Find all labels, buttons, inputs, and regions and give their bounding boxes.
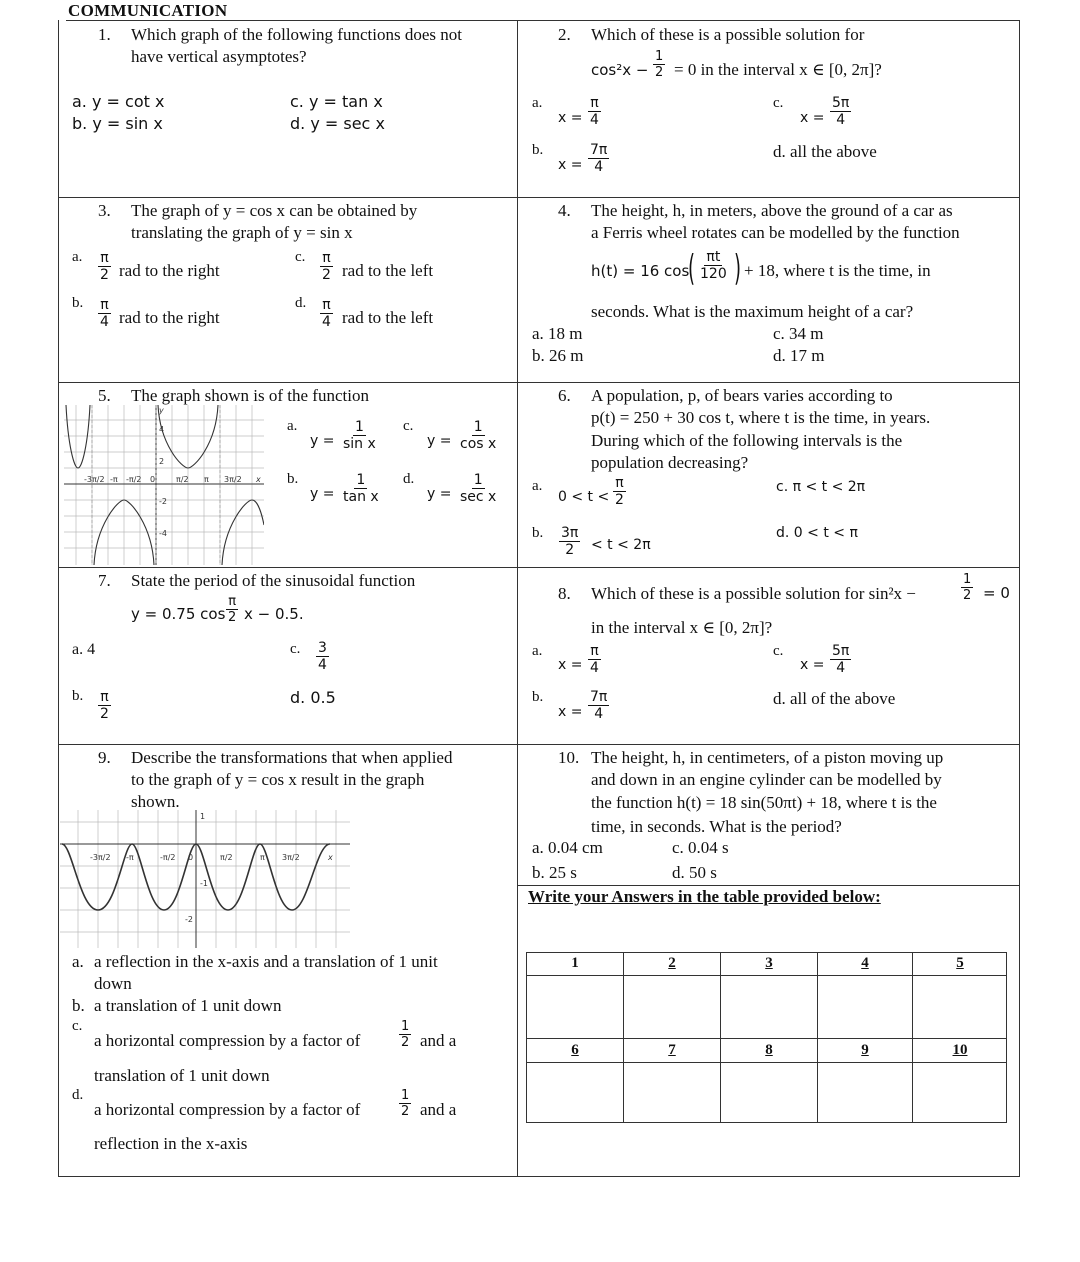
q6-line2: p(t) = 250 + 30 cos t, where t is the time, in years.	[591, 408, 931, 427]
q3-label-b: b.	[72, 295, 84, 311]
q6-line1: A population, p, of bears varies according to	[591, 386, 893, 405]
q9-c-fraction: $\frac{1}{2}$	[401, 1019, 410, 1050]
q4-eq-fraction: $\frac{\pi t}{120}$	[700, 249, 727, 282]
q9-a-text1: a reflection in the x-axis and a translation of 1 unit	[94, 952, 438, 971]
q9-label-ym2: -2	[185, 915, 193, 924]
q7-option-a: a. 4	[72, 641, 96, 658]
answer-cell-10[interactable]	[913, 1063, 1007, 1123]
q6-option-c: c. π < t < 2π	[776, 479, 866, 495]
answer-instruction: Write your Answers in the table provided below:	[528, 887, 881, 906]
q5-label-xm3pi2: -3π/2	[84, 475, 105, 484]
q4-eq-lhs: h(t) = 16 cos	[591, 262, 690, 280]
answer-header-2: 2	[668, 955, 676, 971]
answer-header-8: 8	[765, 1042, 773, 1058]
q5-a-fraction: $\frac{1}{\text{sin x}}$	[343, 419, 376, 452]
q5-label-y: y	[159, 406, 164, 415]
q5-curves	[66, 405, 264, 565]
q4-line4: seconds. What is the maximum height of a car?	[591, 302, 914, 321]
q1-option-c: c. y = tan x	[290, 92, 383, 111]
q5-label-ym4: -4	[159, 529, 167, 538]
q10-number: 10.	[558, 748, 580, 767]
q9-line1: Describe the transformations that when applied	[131, 748, 453, 767]
q3-c-text: rad to the left	[342, 261, 434, 280]
q5-graph	[64, 405, 264, 565]
q5-b-y: y =	[310, 486, 335, 502]
q8-option-d: d. all of the above	[773, 689, 896, 708]
q5-curve-4	[222, 500, 264, 565]
answer-header-10: 10	[952, 1042, 968, 1058]
q2-c-x: x =	[800, 110, 825, 126]
q9-line2: to the graph of y = cos x result in the graph	[131, 770, 425, 789]
q8-eq-rhs: = 0	[983, 584, 1010, 602]
q5-label-y2: 2	[159, 457, 165, 466]
q4-line2: a Ferris wheel rotates can be modelled by the function	[591, 223, 960, 242]
q2-label-c: c.	[773, 95, 784, 111]
grid-row2	[58, 382, 1020, 383]
q9-label-x0: 0	[188, 853, 194, 862]
q8-number: 8.	[558, 584, 571, 603]
title-underline	[66, 20, 244, 21]
q5-label-y4: 4	[159, 425, 165, 434]
q9-label-x: x	[328, 853, 333, 862]
q9-d-text2: reflection in the x-axis	[94, 1134, 248, 1153]
q4-number: 4.	[558, 201, 571, 220]
q8-a-fraction: $\frac{\pi}{4}$	[590, 643, 599, 676]
answer-cell-6[interactable]	[527, 1063, 623, 1123]
answer-cell-9[interactable]	[818, 1063, 912, 1123]
q5-label-a: a.	[287, 418, 298, 434]
q7-label-b: b.	[72, 688, 84, 704]
q5-b-fraction: $\frac{1}{\text{tan x}}$	[343, 472, 379, 505]
q2-b-fraction: $\frac{7\pi}{4}$	[590, 142, 608, 175]
q7-label-c: c.	[290, 641, 301, 657]
answer-header-7: 7	[668, 1042, 676, 1058]
q7-number: 7.	[98, 571, 111, 590]
q3-label-c: c.	[295, 249, 306, 265]
q7-eq-lhs: y = 0.75 cos	[131, 605, 226, 623]
grid-row1	[58, 197, 1020, 198]
q8-c-x: x =	[800, 657, 825, 673]
q6-number: 6.	[558, 386, 571, 405]
q5-line1: The graph shown is of the function	[131, 386, 369, 405]
q4-line1: The height, h, in meters, above the ground of a car as	[591, 201, 953, 220]
q3-d-fraction: $\frac{\pi}{4}$	[322, 297, 331, 330]
q9-label-d: d.	[72, 1087, 84, 1103]
q7-option-d: d. 0.5	[290, 688, 336, 707]
q5-label-xmpi2: -π/2	[126, 475, 142, 484]
q8-label-c: c.	[773, 643, 784, 659]
q9-label-xpi: π	[260, 853, 265, 862]
q9-label-xmpi2: -π/2	[160, 853, 176, 862]
answer-header-3: 3	[765, 955, 773, 971]
q3-number: 3.	[98, 201, 111, 220]
q5-d-fraction: 1 sec x	[460, 472, 497, 505]
grid-row3	[58, 567, 1020, 568]
grid-bottom	[58, 1176, 1020, 1177]
q5-label-x0: 0	[150, 475, 156, 484]
q2-number: 2.	[558, 25, 571, 44]
q9-label-ym1: -1	[200, 879, 208, 888]
q8-b-x: x =	[558, 704, 583, 720]
q5-d-y: y =	[427, 486, 452, 502]
q3-a-text: rad to the right	[119, 261, 220, 280]
q9-d-text1: a horizontal compression by a factor of	[94, 1100, 361, 1119]
q3-line1: The graph of y = cos x can be obtained by	[131, 201, 418, 220]
q2-label-a: a.	[532, 95, 543, 111]
q1-option-d: d. y = sec x	[290, 114, 385, 133]
answer-cell-1[interactable]	[527, 976, 623, 1038]
q5-c-y: y =	[427, 433, 452, 449]
q5-c-fraction: $\frac{1}{\text{cos x}}$	[460, 419, 497, 452]
answer-cell-2[interactable]	[624, 976, 720, 1038]
q2-a-x: x =	[558, 110, 583, 126]
q5-label-x: x	[256, 475, 261, 484]
answer-cell-5[interactable]	[913, 976, 1007, 1038]
q5-label-xpi: π	[204, 475, 209, 484]
q2-eq-lhs: cos²x −	[591, 61, 649, 79]
q6-a-fraction: $\frac{\pi}{2}$	[615, 475, 624, 508]
q10-option-a: a. 0.04 cm	[532, 838, 603, 857]
q3-b-fraction: $\frac{\pi}{4}$	[100, 297, 109, 330]
answer-cell-8[interactable]	[721, 1063, 817, 1123]
q1-option-b: b. y = sin x	[72, 114, 163, 133]
grid-left	[58, 20, 59, 1177]
q4-option-a: a. 18 m	[532, 324, 583, 343]
q4-option-d: d. 17 m	[773, 346, 825, 365]
q4-option-c: c. 34 m	[773, 324, 824, 343]
q3-d-text: rad to the left	[342, 308, 434, 327]
q9-label-a: a.	[72, 952, 84, 971]
q9-line3: shown.	[131, 792, 180, 811]
q10-line1: The height, h, in centimeters, of a piston moving up	[591, 748, 944, 767]
q10-option-b: b. 25 s	[532, 863, 577, 882]
q9-label-c: c.	[72, 1018, 83, 1034]
q8-b-fraction: $\frac{7\pi}{4}$	[590, 689, 608, 722]
q6-b-rhs: < t < 2π	[591, 537, 651, 553]
q8-line1: Which of these is a possible solution for sin²x −	[591, 584, 916, 603]
q5-label-xmpi: -π	[110, 475, 118, 484]
q6-b-fraction: $\frac{3\pi}{2}$	[561, 525, 579, 558]
section-title: COMMUNICATION	[68, 1, 228, 20]
q5-label-xpi2: π/2	[176, 475, 189, 484]
q9-c-text2: translation of 1 unit down	[94, 1066, 270, 1085]
q9-c-text1b: and a	[420, 1031, 457, 1050]
q2-b-x: x =	[558, 157, 583, 173]
answer-header-6: 6	[571, 1042, 579, 1058]
q9-b-text: a translation of 1 unit down	[94, 996, 282, 1015]
grid-row4	[58, 744, 1020, 745]
q4-eq-rhs: + 18, where t is the time, in	[744, 261, 931, 280]
grid-right	[1019, 20, 1020, 1177]
answer-cell-4[interactable]	[818, 976, 912, 1038]
q9-graph	[60, 810, 350, 948]
q9-label-b: b.	[72, 996, 85, 1015]
q8-c-fraction: $\frac{5\pi}{4}$	[832, 643, 850, 676]
q6-line3: During which of the following intervals is the	[591, 431, 903, 450]
q1-option-a: a. y = cot x	[72, 92, 165, 111]
q5-label-c: c.	[403, 418, 414, 434]
q3-label-d: d.	[295, 295, 307, 311]
q7-c-fraction: $\frac{3}{4}$	[318, 640, 327, 673]
grid-row5	[518, 885, 1020, 886]
q9-label-xm3pi2: -3π/2	[90, 853, 111, 862]
q3-a-fraction: $\frac{\pi}{2}$	[100, 250, 109, 283]
grid-top	[244, 20, 1020, 21]
q8-label-b: b.	[532, 689, 544, 705]
q5-curve-1	[66, 405, 90, 468]
q9-label-xpi2: π/2	[220, 853, 233, 862]
q7-eq-fraction: $\frac{\pi}{2}$	[228, 594, 237, 625]
q3-b-text: rad to the right	[119, 308, 220, 327]
q9-label-xmpi: -π	[126, 853, 134, 862]
q9-a-text2: down	[94, 974, 132, 993]
q5-label-ym2: -2	[159, 497, 167, 506]
q7-b-fraction: $\frac{\pi}{2}$	[100, 689, 109, 722]
q10-line4: time, in seconds. What is the period?	[591, 817, 842, 836]
q1-line2: have vertical asymptotes?	[131, 47, 307, 66]
q2-eq-fraction: $\frac{1}{2}$	[655, 49, 664, 80]
q2-a-fraction: $\frac{\pi}{4}$	[590, 95, 599, 128]
answer-cell-3[interactable]	[721, 976, 817, 1038]
answer-header-1: 1	[571, 955, 579, 971]
answer-header-5: 5	[956, 955, 964, 971]
q8-label-a: a.	[532, 643, 543, 659]
q5-label-x3pi2: 3π/2	[224, 475, 242, 484]
q9-number: 9.	[98, 748, 111, 767]
q4-option-b: b. 26 m	[532, 346, 584, 365]
q10-line2: and down in an engine cylinder can be modelled by	[591, 770, 942, 789]
q7-eq-rhs: x − 0.5.	[244, 605, 304, 623]
q8-line2: in the interval x ∈ [0, 2π]?	[591, 618, 773, 637]
q3-line2: translating the graph of y = sin x	[131, 223, 353, 242]
q9-label-x3pi2: 3π/2	[282, 853, 300, 862]
answer-header-9: 9	[861, 1042, 869, 1058]
q10-line3: the function h(t) = 18 sin(50πt) + 18, where t is the	[591, 793, 937, 812]
q5-a-y: y =	[310, 433, 335, 449]
answer-cell-7[interactable]	[624, 1063, 720, 1123]
q2-eq-rhs: = 0 in the interval x ∈ [0, 2π]?	[674, 60, 882, 79]
q1-line1: Which graph of the following functions does not	[131, 25, 462, 44]
q2-option-d: d. all the above	[773, 142, 877, 161]
q6-label-a: a.	[532, 478, 543, 494]
q5-label-d: d.	[403, 471, 415, 487]
q10-option-c: c. 0.04 s	[672, 838, 729, 857]
q10-option-d: d. 50 s	[672, 863, 717, 882]
q8-eq-fraction: $\frac{1}{2}$	[963, 572, 972, 603]
q2-line1: Which of these is a possible solution for	[591, 25, 865, 44]
q3-c-fraction: $\frac{\pi}{2}$	[322, 250, 331, 283]
q9-label-y1: 1	[200, 812, 206, 821]
q9-c-text1: a horizontal compression by a factor of	[94, 1031, 361, 1050]
q6-option-d: d. 0 < t < π	[776, 525, 858, 541]
q5-label-b: b.	[287, 471, 299, 487]
q5-axis-labels	[84, 406, 261, 538]
q8-a-x: x =	[558, 657, 583, 673]
q1-number: 1.	[98, 25, 111, 44]
answer-header-4: 4	[861, 955, 869, 971]
q9-d-fraction: $\frac{1}{2}$	[401, 1088, 410, 1119]
q4-paren-open: (	[688, 248, 696, 289]
q2-c-fraction: $\frac{5\pi}{4}$	[832, 95, 850, 128]
answer-table-hline	[527, 1038, 1007, 1039]
grid-middle	[517, 20, 518, 1177]
q6-a-lhs: 0 < t <	[558, 489, 610, 505]
q6-label-b: b.	[532, 525, 544, 541]
q6-line4: population decreasing?	[591, 453, 749, 472]
q9-d-text1b: and a	[420, 1100, 457, 1119]
q5-number: 5.	[98, 386, 111, 405]
q2-label-b: b.	[532, 142, 544, 158]
q3-label-a: a.	[72, 249, 83, 265]
q4-paren-close: )	[734, 248, 742, 289]
q7-line1: State the period of the sinusoidal function	[131, 571, 416, 590]
answer-table	[526, 952, 1007, 1123]
